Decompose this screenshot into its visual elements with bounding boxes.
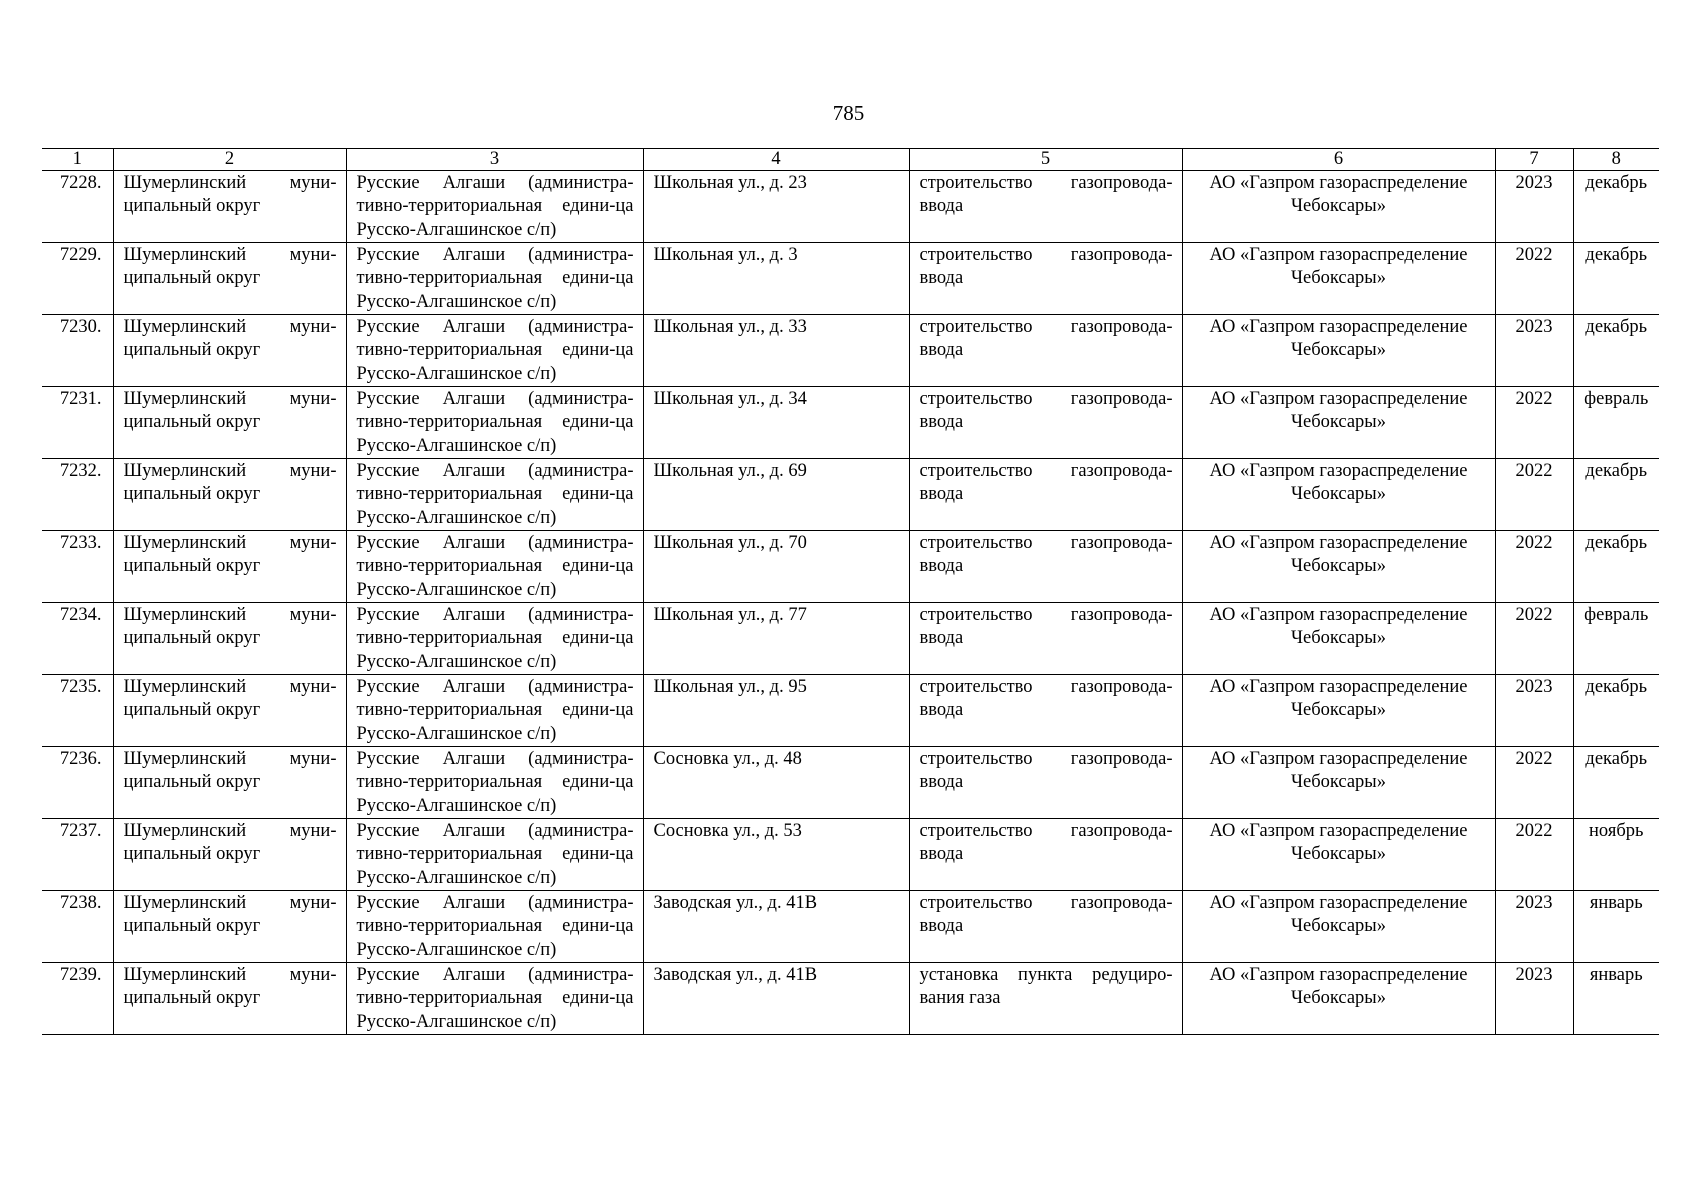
address: Школьная ул., д. 33 [643,315,909,387]
settlement: Русские Алгаши (администра-тивно-территориальная едини-ца Русско-Алгашинское с/п) [346,315,643,387]
row-number: 7236. [42,747,113,819]
month: декабрь [1573,675,1659,747]
work-type: строительство газопровода-ввода [909,747,1182,819]
row-number: 7230. [42,315,113,387]
municipal-district: Шумерлинский муни-ципальный округ [113,243,346,315]
work-type: строительство газопровода-ввода [909,387,1182,459]
row-number: 7234. [42,603,113,675]
year: 2022 [1495,819,1573,891]
row-number: 7233. [42,531,113,603]
work-type: строительство газопровода-ввода [909,675,1182,747]
settlement: Русские Алгаши (администра-тивно-территориальная едини-ца Русско-Алгашинское с/п) [346,963,643,1035]
month: декабрь [1573,243,1659,315]
month: декабрь [1573,315,1659,387]
month: декабрь [1573,459,1659,531]
year: 2022 [1495,603,1573,675]
row-number: 7239. [42,963,113,1035]
table-row [42,243,1659,315]
row-number: 7238. [42,891,113,963]
column-header-3: 3 [346,149,643,171]
settlement: Русские Алгаши (администра-тивно-территориальная едини-ца Русско-Алгашинское с/п) [346,819,643,891]
table-row [42,459,1659,531]
table-row [42,819,1659,891]
organization: АО «Газпром газораспределение Чебоксары» [1182,315,1495,387]
organization: АО «Газпром газораспределение Чебоксары» [1182,747,1495,819]
organization: АО «Газпром газораспределение Чебоксары» [1182,243,1495,315]
address: Школьная ул., д. 70 [643,531,909,603]
row-number: 7232. [42,459,113,531]
column-header-6: 6 [1182,149,1495,171]
column-header-2: 2 [113,149,346,171]
table-row [42,315,1659,387]
organization: АО «Газпром газораспределение Чебоксары» [1182,891,1495,963]
municipal-district: Шумерлинский муни-ципальный округ [113,459,346,531]
year: 2023 [1495,315,1573,387]
row-number: 7229. [42,243,113,315]
header-row [42,149,1659,171]
municipal-district: Шумерлинский муни-ципальный округ [113,171,346,243]
column-header-4: 4 [643,149,909,171]
row-number: 7237. [42,819,113,891]
month: декабрь [1573,747,1659,819]
settlement: Русские Алгаши (администра-тивно-территориальная едини-ца Русско-Алгашинское с/п) [346,675,643,747]
table-row [42,171,1659,243]
address: Школьная ул., д. 3 [643,243,909,315]
municipal-district: Шумерлинский муни-ципальный округ [113,747,346,819]
year: 2022 [1495,747,1573,819]
organization: АО «Газпром газораспределение Чебоксары» [1182,459,1495,531]
year: 2022 [1495,243,1573,315]
municipal-district: Шумерлинский муни-ципальный округ [113,315,346,387]
work-type: строительство газопровода-ввода [909,315,1182,387]
organization: АО «Газпром газораспределение Чебоксары» [1182,387,1495,459]
work-type: строительство газопровода-ввода [909,603,1182,675]
year: 2023 [1495,675,1573,747]
table-row [42,387,1659,459]
column-header-5: 5 [909,149,1182,171]
work-type: установка пункта редуциро-вания газа [909,963,1182,1035]
month: декабрь [1573,531,1659,603]
municipal-district: Шумерлинский муни-ципальный округ [113,603,346,675]
month: ноябрь [1573,819,1659,891]
column-header-8: 8 [1573,149,1659,171]
page-number: 785 [832,101,865,125]
month: январь [1573,891,1659,963]
month: февраль [1573,387,1659,459]
table-row [42,747,1659,819]
table-body [42,171,1659,1035]
municipal-district: Шумерлинский муни-ципальный округ [113,387,346,459]
month: январь [1573,963,1659,1035]
row-number: 7231. [42,387,113,459]
work-type: строительство газопровода-ввода [909,459,1182,531]
organization: АО «Газпром газораспределение Чебоксары» [1182,963,1495,1035]
month: декабрь [1573,171,1659,243]
organization: АО «Газпром газораспределение Чебоксары» [1182,171,1495,243]
address: Школьная ул., д. 23 [643,171,909,243]
settlement: Русские Алгаши (администра-тивно-территориальная едини-ца Русско-Алгашинское с/п) [346,747,643,819]
organization: АО «Газпром газораспределение Чебоксары» [1182,603,1495,675]
settlement: Русские Алгаши (администра-тивно-территориальная едини-ца Русско-Алгашинское с/п) [346,459,643,531]
municipal-district: Шумерлинский муни-ципальный округ [113,531,346,603]
work-type: строительство газопровода-ввода [909,243,1182,315]
table-row [42,891,1659,963]
table-row [42,675,1659,747]
settlement: Русские Алгаши (администра-тивно-территориальная едини-ца Русско-Алгашинское с/п) [346,171,643,243]
year: 2022 [1495,531,1573,603]
row-number: 7235. [42,675,113,747]
work-type: строительство газопровода-ввода [909,531,1182,603]
settlement: Русские Алгаши (администра-тивно-территориальная едини-ца Русско-Алгашинское с/п) [346,531,643,603]
settlement: Русские Алгаши (администра-тивно-территориальная едини-ца Русско-Алгашинское с/п) [346,243,643,315]
row-number: 7228. [42,171,113,243]
column-header-7: 7 [1495,149,1573,171]
table-row [42,963,1659,1035]
address: Школьная ул., д. 95 [643,675,909,747]
organization: АО «Газпром газораспределение Чебоксары» [1182,819,1495,891]
settlement: Русские Алгаши (администра-тивно-территориальная едини-ца Русско-Алгашинское с/п) [346,387,643,459]
organization: АО «Газпром газораспределение Чебоксары» [1182,531,1495,603]
address: Сосновка ул., д. 53 [643,819,909,891]
settlement: Русские Алгаши (администра-тивно-территориальная едини-ца Русско-Алгашинское с/п) [346,603,643,675]
address: Школьная ул., д. 69 [643,459,909,531]
month: февраль [1573,603,1659,675]
municipal-district: Шумерлинский муни-ципальный округ [113,819,346,891]
year: 2022 [1495,459,1573,531]
work-type: строительство газопровода-ввода [909,819,1182,891]
address: Школьная ул., д. 77 [643,603,909,675]
work-type: строительство газопровода-ввода [909,891,1182,963]
municipal-district: Шумерлинский муни-ципальный округ [113,891,346,963]
year: 2022 [1495,387,1573,459]
column-header-1: 1 [42,149,113,171]
work-type: строительство газопровода-ввода [909,171,1182,243]
organization: АО «Газпром газораспределение Чебоксары» [1182,675,1495,747]
address: Школьная ул., д. 34 [643,387,909,459]
table-row [42,603,1659,675]
address: Заводская ул., д. 41В [643,963,909,1035]
register-table [42,148,1659,1035]
year: 2023 [1495,963,1573,1035]
municipal-district: Шумерлинский муни-ципальный округ [113,675,346,747]
year: 2023 [1495,171,1573,243]
table-row [42,531,1659,603]
year: 2023 [1495,891,1573,963]
municipal-district: Шумерлинский муни-ципальный округ [113,963,346,1035]
settlement: Русские Алгаши (администра-тивно-территориальная едини-ца Русско-Алгашинское с/п) [346,891,643,963]
address: Заводская ул., д. 41В [643,891,909,963]
address: Сосновка ул., д. 48 [643,747,909,819]
table-header [42,149,1659,171]
